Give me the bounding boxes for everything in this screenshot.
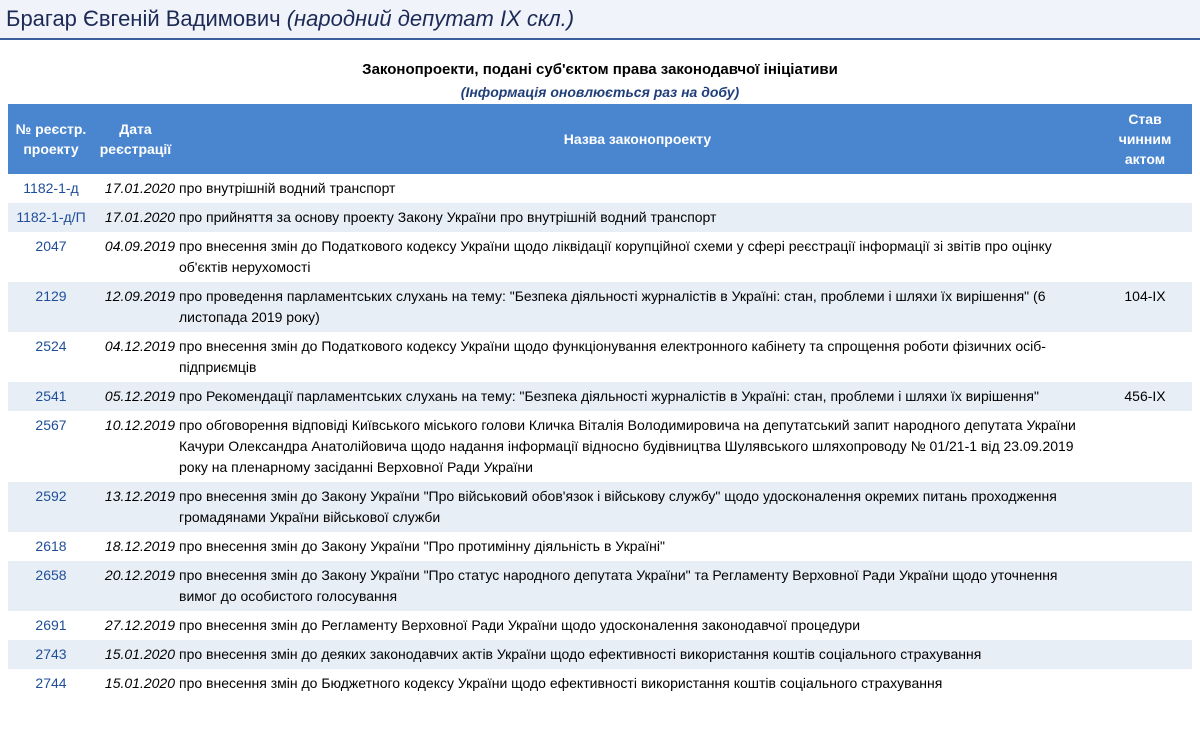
bills-table-body [8,174,1192,698]
bill-number-cell [8,282,94,332]
bill-number-link[interactable]: 2129 [35,288,67,304]
bill-title: про проведення парламентських слухань на тему: "Безпека діяльності журналістів в Україні: стан, проблеми і шляхи їх вирішення" (6 листопада 2019 року) [177,282,1098,332]
enacted-act [1098,640,1192,669]
deputy-name-heading [6,6,574,32]
bill-title: про внесення змін до Бюджетного кодексу України щодо ефективності використання коштів соціального страхування [179,675,943,691]
bill-title: про обговорення відповіді Київського міського голови Кличка Віталія Володимировича на депутатський запит народного депутата України Качури Олександра Анатолійовича щодо надання інформації відносно будівництва Шулявського шляхопроводу № 01/21-1 від 23.09.2019 року на пленарному засіданні Верховної Ради України [179,417,1076,475]
enacted-act [1098,669,1192,698]
registration-date: 12.09.2019 [94,282,177,332]
deputy-name: Брагар Євгеній Вадимович [6,6,281,31]
update-note: (Інформація оновлюється раз на добу) [460,84,740,100]
bill-number-link[interactable]: 2743 [35,646,67,662]
bill-title: про внесення змін до Закону України "Про військовий обов'язок і військову службу" щодо удосконалення окремих питань проходження громадянами України військової служби [177,482,1098,532]
bill-title: про внесення змін до деяких законодавчих актів України щодо ефективності використання коштів соціального страхування [177,640,1098,669]
bill-title: про внесення змін до Податкового кодексу України щодо функціонування електронного кабінету та спрощення роботи фізичних осіб-підприємців [179,338,1046,375]
deputy-role: (народний депутат IX скл.) [286,6,575,31]
table-row [8,482,1192,532]
bill-title: про внесення змін до Закону України "Про протимінну діяльність в Україні" [179,538,665,554]
bill-number-cell [8,611,94,640]
bill-number-link[interactable]: 2744 [35,675,67,691]
bill-number-link[interactable]: 2541 [35,388,67,404]
section-title: Законопроекти, подані суб'єктом права законодавчої ініціативи [362,61,838,78]
enacted-act [1098,411,1192,482]
table-row [8,561,1192,611]
bill-number-cell [8,640,94,669]
registration-date: 04.12.2019 [104,338,175,354]
bill-number-link[interactable]: 2618 [35,538,67,554]
bill-number-link[interactable]: 1182-1-д/П [16,209,86,225]
col-header-date: Дата реєстрації [94,104,177,174]
bill-number-cell [8,532,94,561]
enacted-act [1098,561,1192,611]
table-header-row [8,104,1192,174]
table-row [8,232,1192,282]
col-header-title: Назва законопроекту [177,104,1098,174]
bill-number-cell [8,332,94,382]
bill-number-cell [8,203,94,232]
bill-number-cell [8,669,94,698]
bill-title: про внесення змін до Податкового кодексу України щодо ліквідації корупційної схеми у сфері реєстрації інформації зі звітів про оцінку об'єктів нерухомості [179,238,1052,275]
table-row [8,382,1192,411]
table-row [8,174,1192,203]
enacted-act [1098,174,1192,203]
registration-date: 17.01.2020 [94,203,177,232]
bill-number-cell [8,174,94,203]
bill-number-cell [8,482,94,532]
bill-number-link[interactable]: 1182-1-д [23,180,79,196]
page-header [0,0,1200,40]
enacted-act [1098,611,1192,640]
table-row [8,532,1192,561]
registration-date: 10.12.2019 [104,417,175,433]
enacted-act: 104-IX [1098,282,1192,332]
bill-number-link[interactable]: 2592 [35,488,67,504]
bill-number-link[interactable]: 2567 [35,417,67,433]
enacted-act [1098,532,1192,561]
bill-title: про внутрішній водний транспорт [179,180,396,196]
enacted-act [1098,232,1192,282]
registration-date: 15.01.2020 [94,640,177,669]
enacted-act [1098,203,1192,232]
bill-number-link[interactable]: 2658 [35,567,67,583]
bills-table [8,104,1192,698]
table-row [8,332,1192,382]
bill-number-cell [8,382,94,411]
registration-date: 05.12.2019 [94,382,177,411]
registration-date: 18.12.2019 [104,538,175,554]
registration-date: 27.12.2019 [104,617,175,633]
registration-date: 15.01.2020 [104,675,175,691]
col-header-reg-no: № реєстр. проекту [8,104,94,174]
table-row [8,282,1192,332]
bill-title: про внесення змін до Регламенту Верховної Ради України щодо удосконалення законодавчої процедури [179,617,861,633]
registration-date: 04.09.2019 [104,238,175,254]
table-row [8,411,1192,482]
registration-date: 13.12.2019 [94,482,177,532]
table-row [8,611,1192,640]
bill-title: про Рекомендації парламентських слухань на тему: "Безпека діяльності журналістів в Україні: стан, проблеми і шляхи їх вирішення" [177,382,1098,411]
enacted-act [1098,332,1192,382]
table-row [8,640,1192,669]
registration-date: 20.12.2019 [94,561,177,611]
bill-number-link[interactable]: 2047 [35,238,67,254]
bill-title: про прийняття за основу проекту Закону України про внутрішній водний транспорт [177,203,1098,232]
enacted-act [1098,482,1192,532]
bill-number-link[interactable]: 2524 [35,338,67,354]
table-row [8,669,1192,698]
bill-number-cell [8,232,94,282]
bill-number-cell [8,561,94,611]
table-row [8,203,1192,232]
bill-number-link[interactable]: 2691 [35,617,67,633]
bill-title: про внесення змін до Закону України "Про статус народного депутата України" та Регламенту Верховної Ради України щодо уточнення вимог до особистого голосування [177,561,1098,611]
bill-number-cell [8,411,94,482]
registration-date: 17.01.2020 [104,180,175,196]
enacted-act: 456-IX [1098,382,1192,411]
col-header-act: Став чинним актом [1098,104,1192,174]
